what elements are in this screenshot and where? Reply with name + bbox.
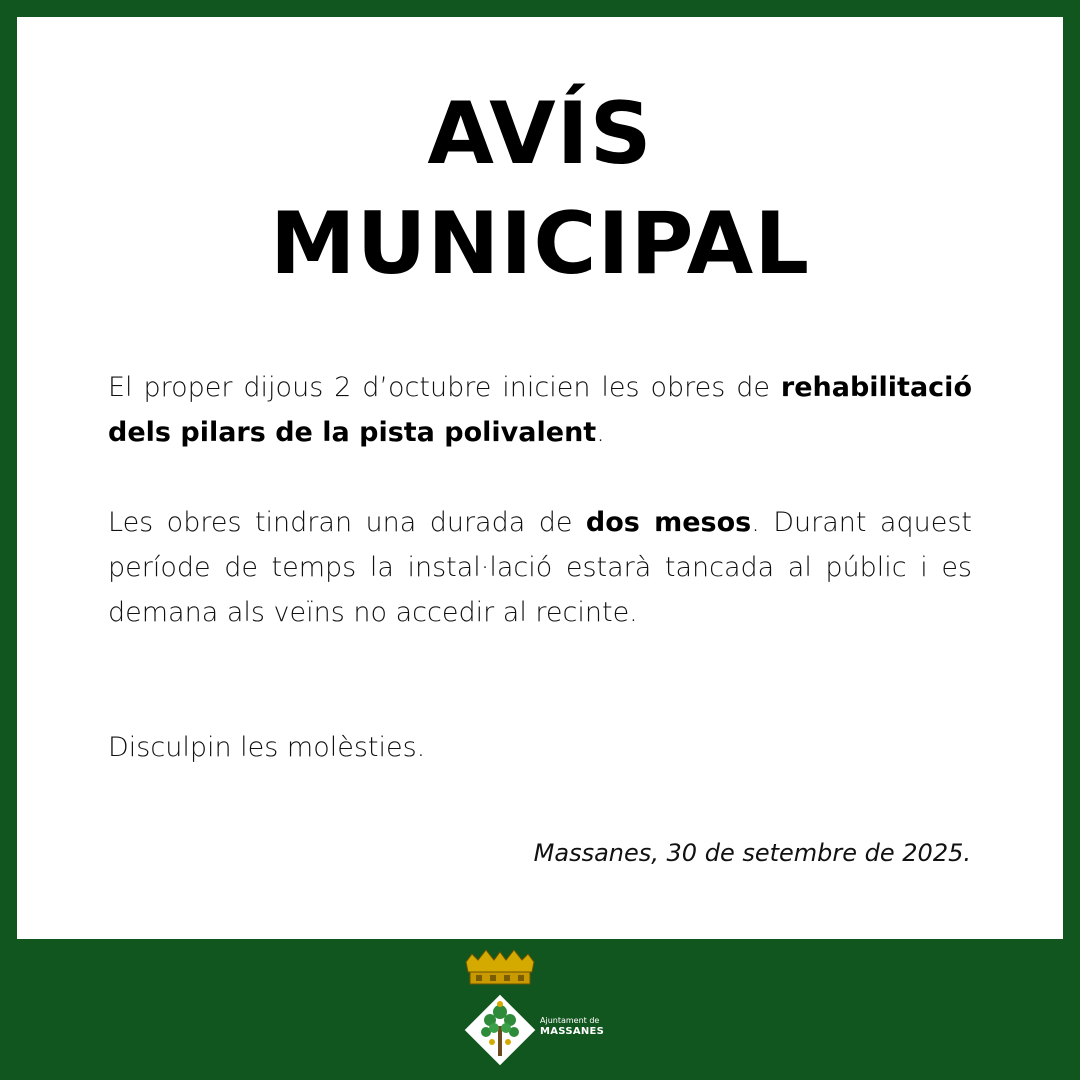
logo-big-text: MASSANES: [540, 1026, 605, 1037]
logo-wordmark: [540, 1017, 604, 1037]
paragraph-start-works: [108, 365, 972, 455]
paragraph-2-end: . Durant aquest període de temps la instal·lació estarà tancada al públic i es demana als veïns no accedir al recinte.: [108, 507, 972, 628]
crown-icon: [466, 950, 534, 984]
tree-shield-icon: [464, 994, 536, 1066]
logo-small-text: Ajuntament de: [540, 1016, 600, 1025]
notice-panel: [17, 17, 1063, 939]
paragraph-2-bold: dos mesos: [585, 507, 752, 538]
title-line-2: MUNICIPAL: [270, 194, 810, 294]
paragraph-apology: Disculpin les molèsties.: [108, 732, 426, 763]
paragraph-duration: [108, 500, 972, 635]
paragraph-1-bold: rehabilitació dels pilars de la pista polivalent: [108, 372, 972, 448]
page-title: [17, 79, 1063, 299]
paragraph-2-text: Les obres tindran una durada de: [108, 507, 586, 538]
title-line-1: AVÍS: [427, 84, 653, 184]
municipal-logo: [462, 948, 622, 1070]
paragraph-1-text: El proper dijous 2 d’octubre inicien les obres de: [108, 372, 781, 403]
paragraph-1-end: .: [596, 417, 605, 448]
signature-date: Massanes, 30 de setembre de 2025.: [533, 839, 971, 867]
